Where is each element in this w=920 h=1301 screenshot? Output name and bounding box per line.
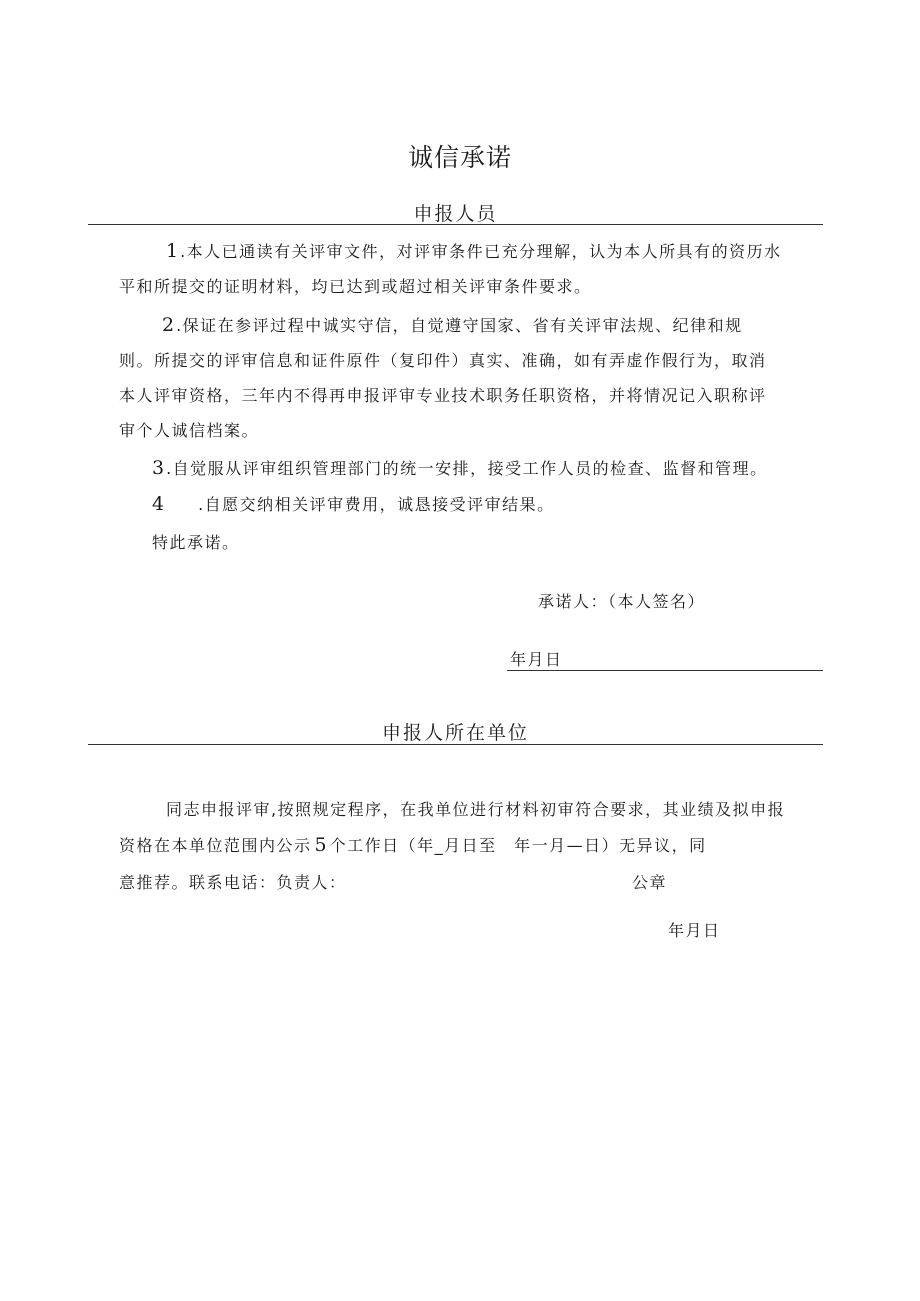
page-title: 诚信承诺 (407, 143, 512, 172)
pledge-item-number: 1 (166, 240, 179, 262)
pledge-item-1-line-2: 平和所提交的证明材料，均已达到或超过相关评审条件要求。 (119, 277, 592, 296)
pledge-item-3 (152, 457, 768, 480)
pledge-item-text: .自觉服从评审组织管理部门的统一安排，接受工作人员的检查、监督和管理。 (166, 459, 768, 478)
section-divider (88, 744, 823, 745)
pledge-item-2-line-4: 审个人诚信档案。 (119, 421, 260, 440)
pledge-item-text: .自愿交纳相关评审费用，诚恳接受评审结果。 (198, 495, 555, 514)
signer-label: 承诺人：（本人签名） (538, 592, 706, 611)
section-divider (88, 224, 823, 225)
employer-line-3: 意推荐。联系电话：负责人： (119, 873, 347, 892)
pledge-item-number: 4 (152, 493, 165, 515)
publicity-days: 5 (314, 834, 327, 856)
closing-statement: 特此承诺。 (152, 533, 240, 552)
pledge-item-2-line-1 (162, 314, 743, 337)
pledge-item-2-line-2: 则。所提交的评审信息和证件原件（复印件）真实、准确，如有弄虚作假行为，取消 (119, 351, 767, 370)
signer-date: 年月日 (510, 650, 563, 669)
employer-line-1: 同志申报评审,按照规定程序，在我单位进行材料初审符合要求，其业绩及拟申报 (166, 800, 786, 819)
employer-line-2 (119, 834, 707, 857)
section-heading-applicant: 申报人员 (413, 203, 498, 225)
employer-text: 资格在本单位范围内公示 (119, 836, 312, 855)
seal-label: 公章 (632, 873, 668, 892)
pledge-item-1-line-1 (166, 240, 782, 263)
employer-date: 年月日 (668, 921, 721, 940)
employer-text: 个工作日（年_月日至 年一月—日）无异议，同 (329, 836, 707, 855)
pledge-item-number: 3 (152, 457, 165, 479)
pledge-item-number: 2 (162, 314, 175, 336)
section-heading-employer: 申报人所在单位 (381, 722, 529, 744)
pledge-item-text: .保证在参评过程中诚实守信，自觉遵守国家、省有关评审法规、纪律和规 (176, 316, 743, 335)
pledge-item-2-line-3: 本人评审资格，三年内不得再申报评审专业技术职务任职资格，并将情况记入职称评 (119, 386, 767, 405)
pledge-item-4 (152, 493, 555, 516)
date-underline (507, 670, 823, 671)
pledge-item-text: .本人已通读有关评审文件，对评审条件已充分理解，认为本人所具有的资历水 (180, 242, 782, 261)
